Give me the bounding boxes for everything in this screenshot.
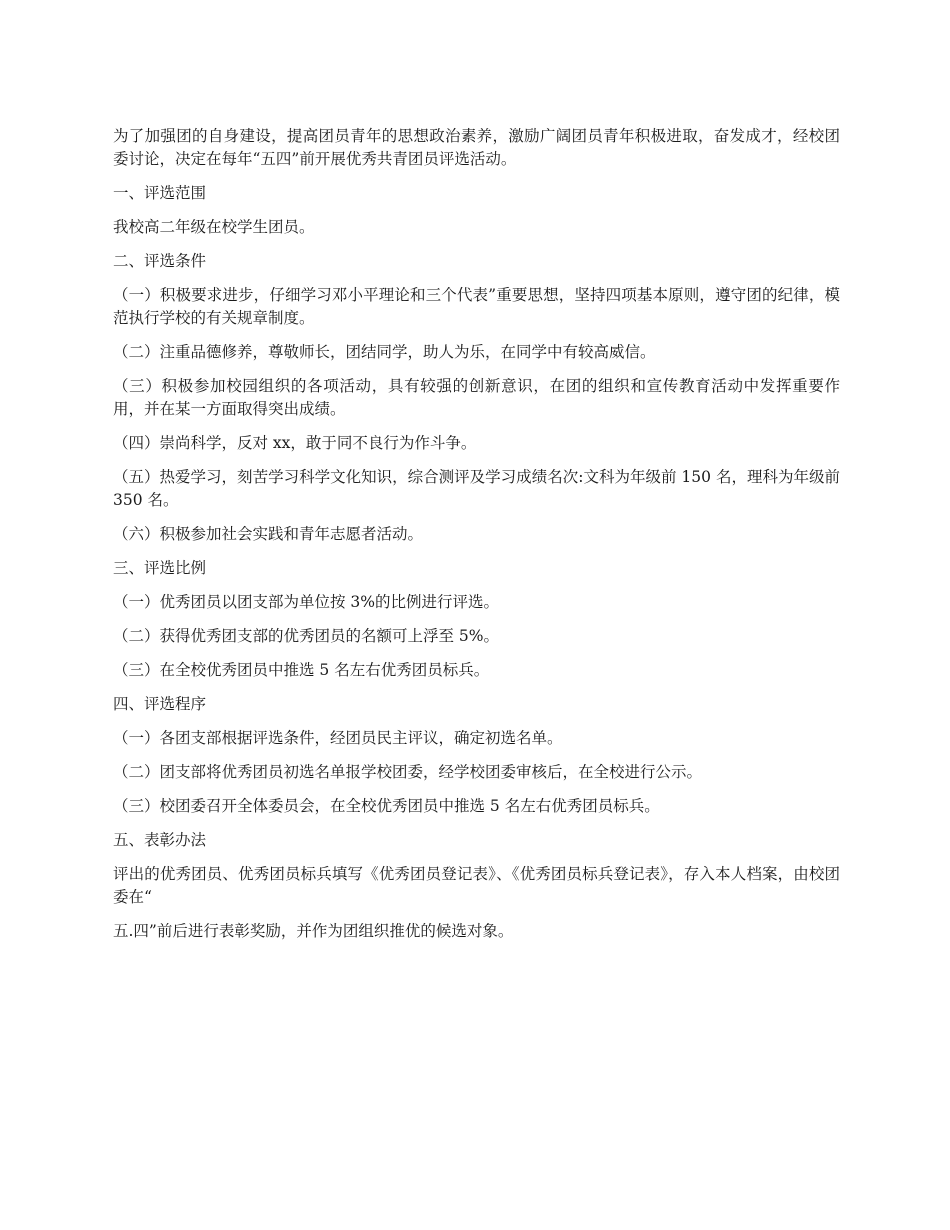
scope-paragraph: 我校高二年级在校学生团员。 [113, 218, 315, 236]
section-heading-ratio: 三、评选比例 [113, 559, 207, 577]
condition-item-3: （三）积极参加校园组织的各项活动，具有较强的创新意识，在团的组织和宣传教育活动中发挥重要作用，并在某一方面取得突出成绩。 [113, 377, 840, 418]
intro-paragraph: 为了加强团的自身建设，提高团员青年的思想政治素养，激励广阔团员青年积极进取，奋发成才，经校团委讨论，决定在每年“五四”前开展优秀共青团员评选活动。 [113, 127, 840, 168]
section-heading-commendation: 五、表彰办法 [113, 831, 207, 849]
procedure-item-1: （一）各团支部根据评选条件，经团员民主评议，确定初选名单。 [113, 729, 563, 747]
document-body [113, 125, 840, 954]
section-heading-procedure: 四、评选程序 [113, 695, 207, 713]
section-heading-scope: 一、评选范围 [113, 184, 207, 202]
ratio-item-2: （二）获得优秀团支部的优秀团员的名额可上浮至 5%。 [113, 627, 500, 645]
commendation-paragraph-continued: 五.四”前后进行表彰奖励，并作为团组织推优的候选对象。 [113, 922, 514, 940]
procedure-item-3: （三）校团委召开全体委员会，在全校优秀团员中推选 5 名左右优秀团员标兵。 [113, 797, 660, 815]
procedure-item-2: （二）团支部将优秀团员初选名单报学校团委，经学校团委审核后，在全校进行公示。 [113, 763, 703, 781]
commendation-paragraph: 评出的优秀团员、优秀团员标兵填写《优秀团员登记表》、《优秀团员标兵登记表》，存入本人档案，由校团委在“ [113, 865, 840, 906]
ratio-item-1: （一）优秀团员以团支部为单位按 3%的比例进行评选。 [113, 593, 500, 611]
condition-item-6: （六）积极参加社会实践和青年志愿者活动。 [113, 525, 424, 543]
condition-item-2: （二）注重品德修养，尊敬师长，团结同学，助人为乐，在同学中有较高威信。 [113, 343, 656, 361]
condition-item-1: （一）积极要求进步，仔细学习邓小平理论和三个代表”重要思想，坚持四项基本原则，遵守团的纪律，模范执行学校的有关规章制度。 [113, 286, 840, 327]
section-heading-conditions: 二、评选条件 [113, 252, 207, 270]
ratio-item-3: （三）在全校优秀团员中推选 5 名左右优秀团员标兵。 [113, 661, 490, 679]
condition-item-4: （四）崇尚科学，反对 xx，敢于同不良行为作斗争。 [113, 434, 477, 452]
condition-item-5: （五）热爱学习，刻苦学习科学文化知识，综合测评及学习成绩名次:文科为年级前 150 名，理科为年级前 350 名。 [113, 468, 840, 509]
